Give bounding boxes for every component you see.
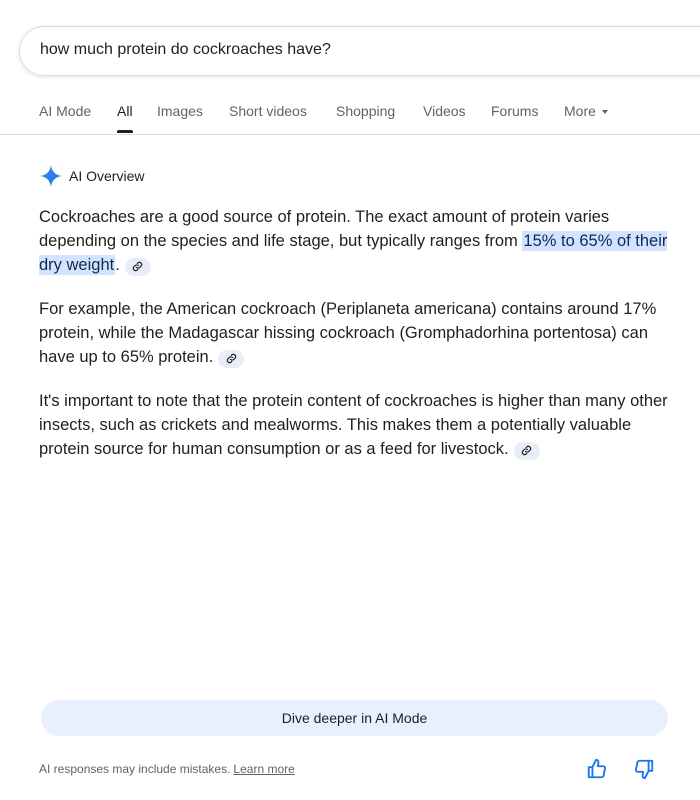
link-icon	[521, 445, 532, 456]
overview-paragraph	[39, 205, 679, 277]
disclaimer-text: AI responses may include mistakes.	[39, 762, 231, 776]
ai-overview-content	[39, 205, 679, 481]
learn-more-link[interactable]: Learn more	[233, 762, 295, 776]
overview-paragraph	[39, 389, 679, 461]
caret-down-icon	[602, 110, 608, 114]
tab-bar	[0, 100, 700, 135]
ai-overview-title: AI Overview	[69, 168, 145, 184]
tab-more[interactable]	[564, 103, 608, 119]
tab-more-label: More	[564, 103, 596, 119]
search-input[interactable]	[40, 41, 640, 59]
thumbs-down-icon[interactable]	[633, 758, 655, 780]
overview-paragraph	[39, 297, 679, 369]
paragraph-text: Cockroaches are a good source of protein. The exact amount of protein varies depending on the species and life stage, but typically ranges from	[39, 208, 610, 250]
highlighted-answer: 15% to 65% of their dry weight	[39, 232, 668, 274]
footer-disclaimer	[39, 762, 295, 776]
link-icon	[226, 353, 237, 364]
citation-link-button[interactable]	[125, 258, 151, 276]
tab-short-videos[interactable]: Short videos	[229, 103, 307, 119]
paragraph-text: .	[115, 256, 120, 274]
ai-sparkle-icon	[39, 164, 63, 188]
tab-images[interactable]: Images	[157, 103, 203, 119]
tab-all[interactable]: All	[117, 103, 133, 119]
search-bar[interactable]	[19, 26, 700, 76]
link-icon	[132, 261, 143, 272]
tab-shopping[interactable]: Shopping	[336, 103, 396, 119]
dive-deeper-button[interactable]: Dive deeper in AI Mode	[41, 700, 668, 736]
citation-link-button[interactable]	[218, 350, 244, 368]
tab-videos[interactable]: Videos	[423, 103, 466, 119]
paragraph-text: It's important to note that the protein content of cockroaches is higher than many other insects, such as crickets and mealworms. This makes them a potentially valuable protein source for human consumption or as a feed for livestock.	[39, 392, 668, 458]
tab-forums[interactable]: Forums	[491, 103, 539, 119]
ai-overview-header	[39, 164, 144, 188]
paragraph-text: For example, the American cockroach (Periplaneta americana) contains around 17% protein, while the Madagascar hissing cockroach (Gromphadorhina portentosa) can have up to 65% protein.	[39, 300, 657, 366]
thumbs-up-icon[interactable]	[586, 758, 608, 780]
citation-link-button[interactable]	[514, 442, 540, 460]
tab-ai-mode[interactable]: AI Mode	[39, 103, 92, 119]
